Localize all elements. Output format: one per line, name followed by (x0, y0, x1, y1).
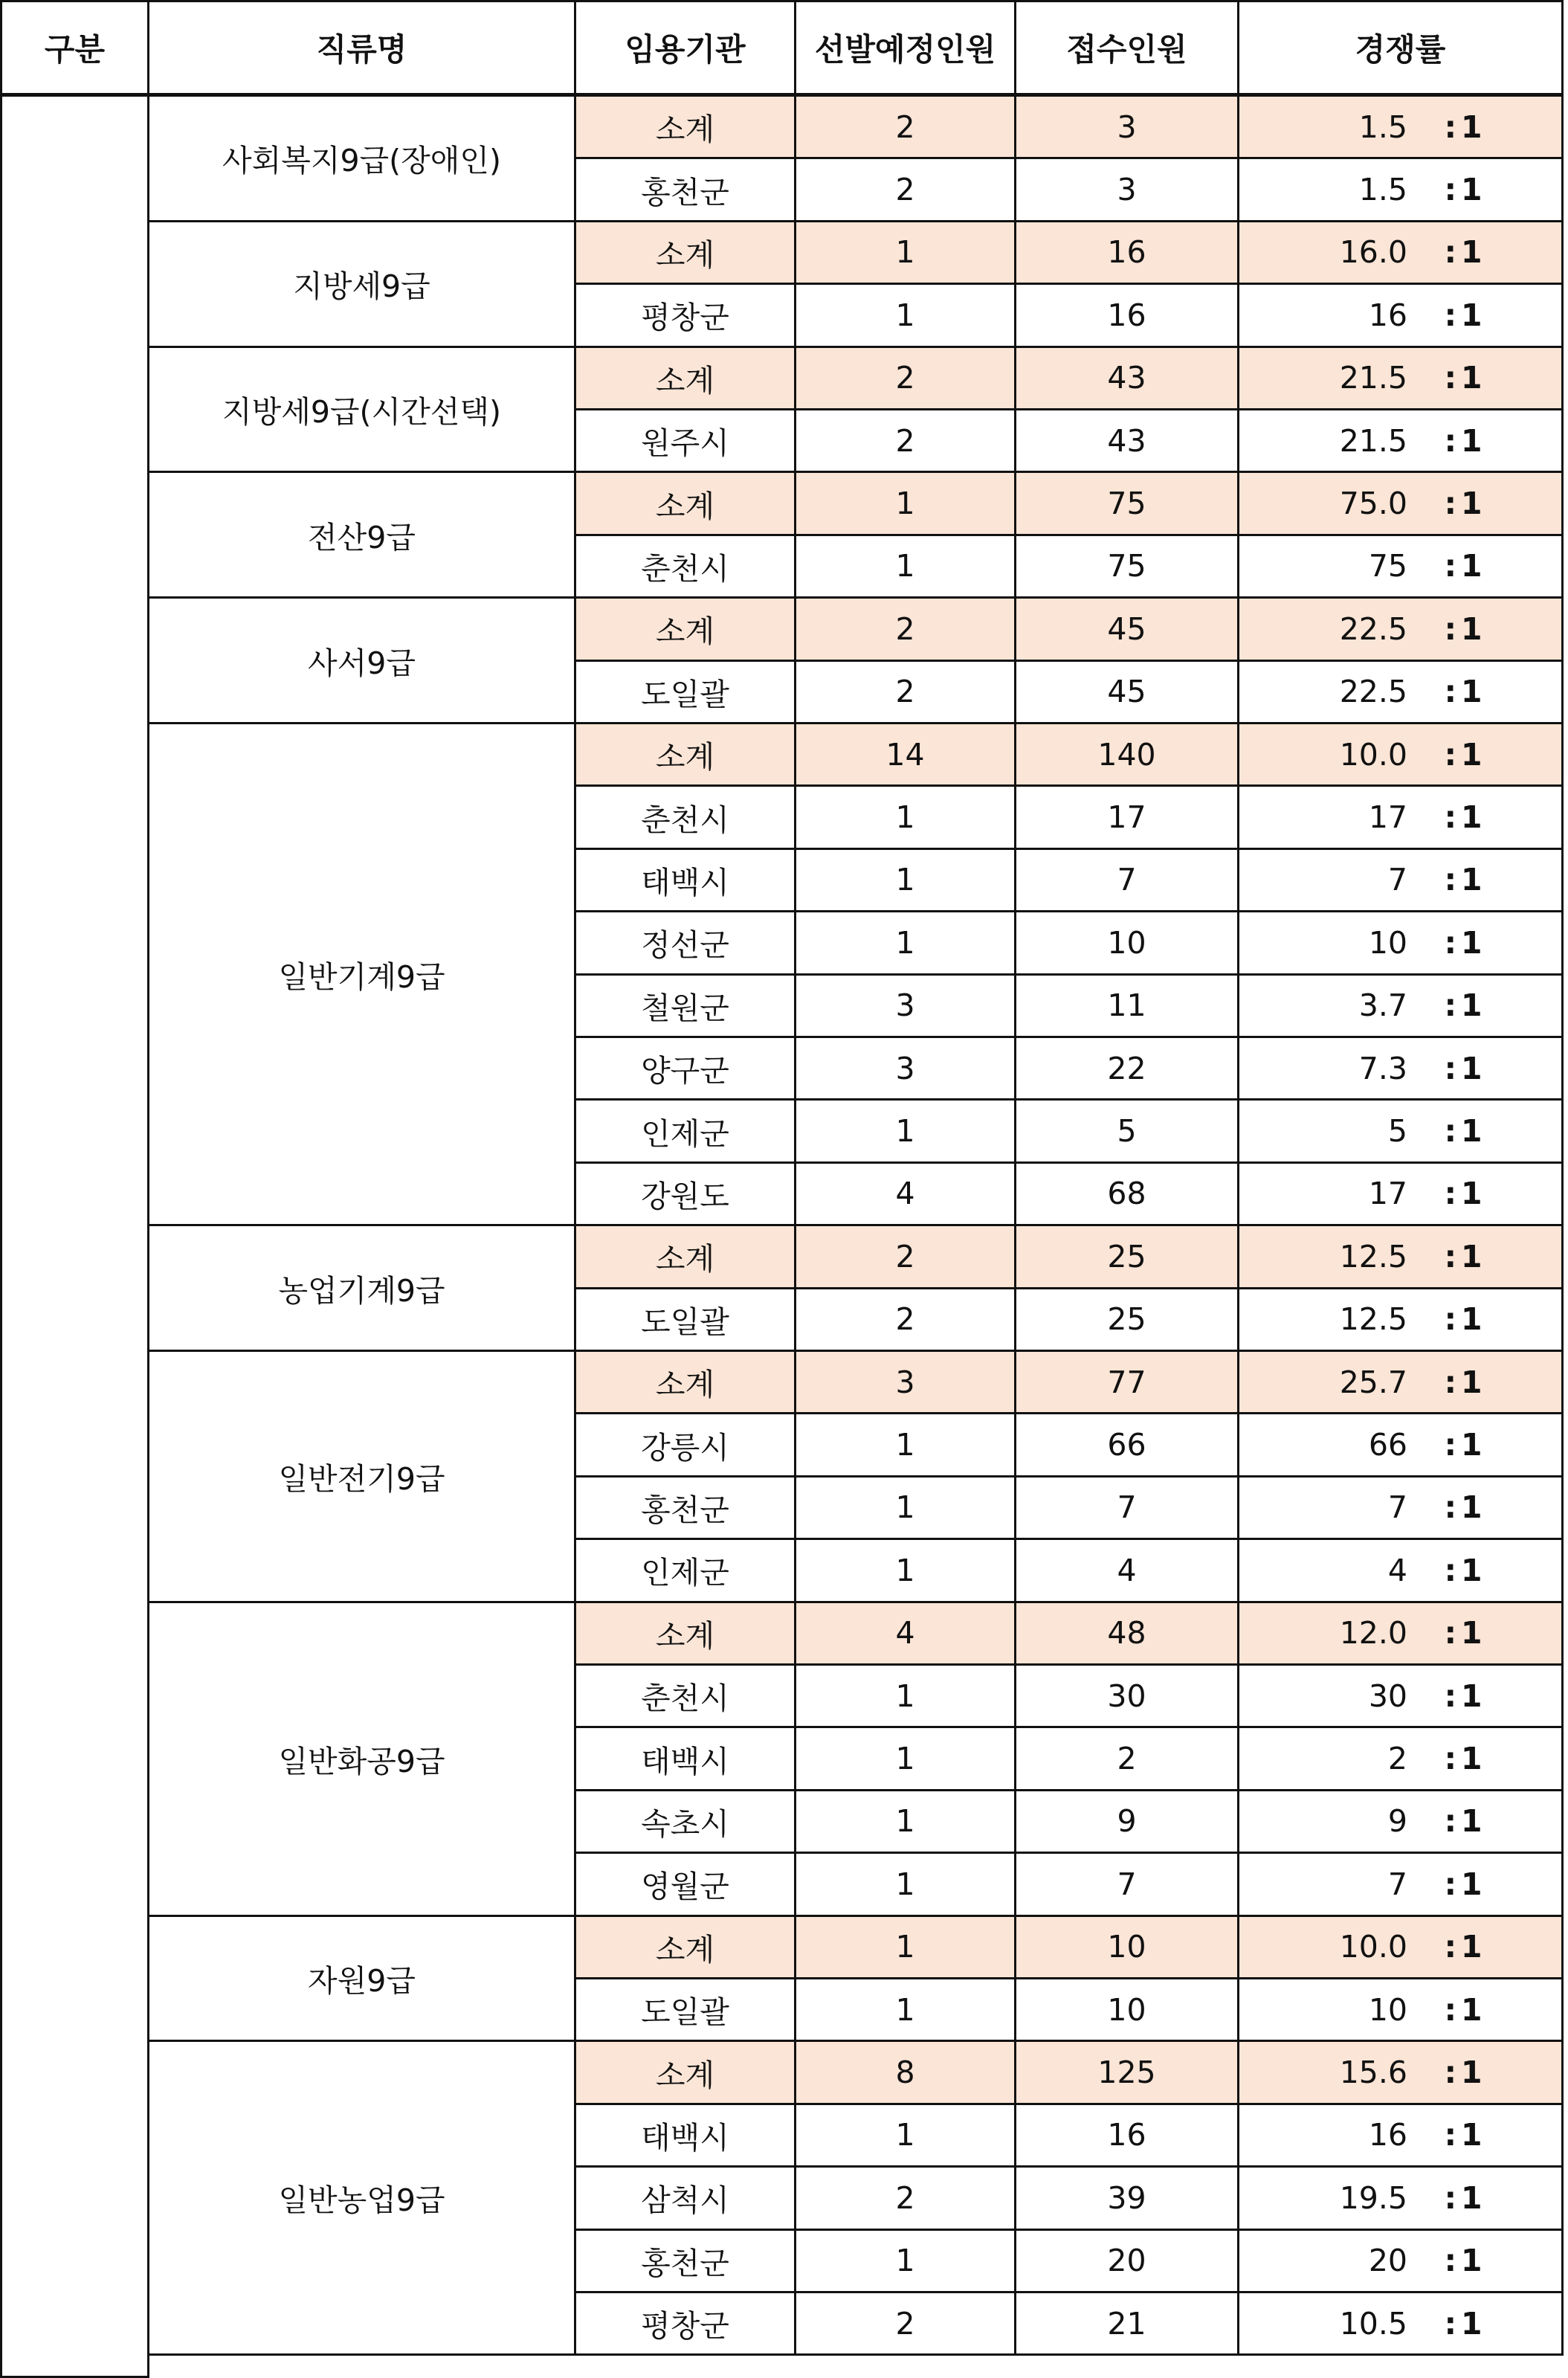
job-series-cell: 사서9급 (147, 596, 576, 724)
applicants-cell: 75 (1014, 534, 1239, 599)
ratio-cell (1237, 220, 1564, 285)
ratio-value: 10 (1368, 924, 1407, 961)
ratio-value: 22.5 (1339, 674, 1407, 710)
ratio-cell (1237, 1475, 1564, 1540)
subtotal-agency-cell: 소계 (574, 1224, 796, 1289)
applicants-cell: 7 (1014, 848, 1239, 912)
ratio-unit: 1 (1461, 674, 1482, 710)
agency-cell: 태백시 (574, 848, 796, 912)
ratio-unit: 1 (1461, 1113, 1482, 1150)
ratio-value: 7.3 (1358, 1050, 1407, 1086)
agency-cell: 도일괄 (574, 660, 796, 724)
ratio-unit: 1 (1461, 1364, 1482, 1400)
ratio-cell (1237, 1224, 1564, 1289)
ratio-cell (1237, 1915, 1564, 1979)
ratio-unit: 1 (1461, 1678, 1482, 1714)
subtotal-agency-cell: 소계 (574, 1601, 796, 1666)
ratio-separator: : (1444, 1552, 1456, 1588)
job-series-cell: 전산9급 (147, 471, 576, 599)
planned-cell: 1 (794, 534, 1016, 599)
ratio-cell (1237, 1789, 1564, 1854)
agency-cell: 태백시 (574, 2103, 796, 2168)
ratio-separator: : (1444, 2179, 1456, 2216)
applicants-cell: 66 (1014, 1412, 1239, 1477)
applicants-cell: 16 (1014, 283, 1239, 347)
ratio-separator: : (1444, 486, 1456, 522)
applicants-cell: 10 (1014, 1915, 1239, 1979)
ratio-unit: 1 (1461, 2117, 1482, 2153)
ratio-value: 30 (1368, 1678, 1407, 1714)
ratio-separator: : (1444, 1427, 1456, 1463)
ratio-unit: 1 (1461, 1176, 1482, 1212)
applicants-cell: 125 (1014, 2040, 1239, 2104)
ratio-unit: 1 (1461, 736, 1482, 773)
planned-cell: 1 (794, 283, 1016, 347)
planned-cell: 3 (794, 1350, 1016, 1414)
ratio-separator: : (1444, 2055, 1456, 2091)
ratio-separator: : (1444, 1364, 1456, 1400)
ratio-unit: 1 (1461, 486, 1482, 522)
ratio-unit: 1 (1461, 2305, 1482, 2342)
agency-cell: 홍천군 (574, 2229, 796, 2293)
ratio-unit: 1 (1461, 297, 1482, 333)
ratio-separator: : (1444, 109, 1456, 145)
ratio-value: 12.5 (1339, 1238, 1407, 1275)
ratio-separator: : (1444, 1301, 1456, 1338)
agency-cell: 평창군 (574, 283, 796, 347)
applicants-cell: 10 (1014, 910, 1239, 975)
ratio-separator: : (1444, 1678, 1456, 1714)
agency-cell: 태백시 (574, 1726, 796, 1791)
ratio-separator: : (1444, 548, 1456, 584)
agency-cell: 도일괄 (574, 1977, 796, 2042)
planned-cell: 3 (794, 973, 1016, 1038)
applicants-cell: 16 (1014, 220, 1239, 285)
ratio-value: 75 (1368, 548, 1407, 584)
applicants-cell: 20 (1014, 2229, 1239, 2293)
ratio-cell (1237, 1852, 1564, 1916)
ratio-cell (1237, 848, 1564, 912)
ratio-cell (1237, 94, 1564, 159)
planned-cell: 2 (794, 2165, 1016, 2230)
header-planned: 선발예정인원 (794, 0, 1016, 97)
job-series-cell: 지방세9급(시간선택) (147, 346, 576, 474)
ratio-value: 7 (1387, 1866, 1407, 1902)
ratio-value: 22.5 (1339, 610, 1407, 647)
ratio-cell (1237, 1287, 1564, 1352)
header-agency: 임용기관 (574, 0, 796, 97)
ratio-unit: 1 (1461, 548, 1482, 584)
ratio-value: 16 (1368, 2117, 1407, 2153)
agency-cell: 인제군 (574, 1098, 796, 1163)
ratio-separator: : (1444, 1489, 1456, 1526)
applicants-cell: 3 (1014, 94, 1239, 159)
planned-cell: 2 (794, 2291, 1016, 2356)
ratio-separator: : (1444, 1615, 1456, 1652)
ratio-cell (1237, 1726, 1564, 1791)
job-series-cell: 일반전기9급 (147, 1350, 576, 1603)
agency-cell: 인제군 (574, 1538, 796, 1602)
applicants-cell: 4 (1014, 1538, 1239, 1602)
applicants-cell: 39 (1014, 2165, 1239, 2230)
ratio-unit: 1 (1461, 1050, 1482, 1086)
ratio-cell (1237, 1977, 1564, 2042)
ratio-separator: : (1444, 610, 1456, 647)
planned-cell: 1 (794, 1475, 1016, 1540)
agency-cell: 원주시 (574, 408, 796, 473)
ratio-unit: 1 (1461, 234, 1482, 271)
ratio-value: 10 (1368, 1991, 1407, 2028)
ratio-cell (1237, 2103, 1564, 2168)
ratio-value: 2 (1387, 1741, 1407, 1777)
planned-cell: 1 (794, 910, 1016, 975)
ratio-separator: : (1444, 172, 1456, 208)
planned-cell: 2 (794, 408, 1016, 473)
header-job-series: 직류명 (147, 0, 576, 97)
ratio-unit: 1 (1461, 172, 1482, 208)
job-series-cell: 농업기계9급 (147, 1224, 576, 1352)
planned-cell: 1 (794, 1538, 1016, 1602)
ratio-cell (1237, 471, 1564, 535)
ratio-value: 10.0 (1339, 1929, 1407, 1965)
ratio-value: 21.5 (1339, 422, 1407, 459)
applicants-cell: 45 (1014, 660, 1239, 724)
planned-cell: 2 (794, 660, 1016, 724)
planned-cell: 1 (794, 784, 1016, 849)
planned-cell: 1 (794, 1098, 1016, 1163)
planned-cell: 1 (794, 2103, 1016, 2168)
header-category: 구분 (0, 0, 149, 97)
planned-cell: 1 (794, 1789, 1016, 1854)
ratio-unit: 1 (1461, 109, 1482, 145)
ratio-value: 75.0 (1339, 486, 1407, 522)
ratio-unit: 1 (1461, 422, 1482, 459)
ratio-unit: 1 (1461, 1866, 1482, 1902)
ratio-value: 17 (1368, 799, 1407, 836)
ratio-unit: 1 (1461, 799, 1482, 836)
ratio-cell (1237, 660, 1564, 724)
ratio-cell (1237, 784, 1564, 849)
ratio-separator: : (1444, 2117, 1456, 2153)
subtotal-agency-cell: 소계 (574, 220, 796, 285)
ratio-value: 21.5 (1339, 360, 1407, 396)
ratio-cell (1237, 2229, 1564, 2293)
ratio-cell (1237, 722, 1564, 787)
ratio-value: 66 (1368, 1427, 1407, 1463)
ratio-value: 5 (1387, 1113, 1407, 1150)
ratio-cell (1237, 1098, 1564, 1163)
applicants-cell: 17 (1014, 784, 1239, 849)
planned-cell: 1 (794, 220, 1016, 285)
applicants-cell: 43 (1014, 408, 1239, 473)
planned-cell: 1 (794, 1663, 1016, 1728)
ratio-cell (1237, 346, 1564, 410)
applicants-cell: 77 (1014, 1350, 1239, 1414)
job-series-cell: 자원9급 (147, 1915, 576, 2043)
subtotal-agency-cell: 소계 (574, 1915, 796, 1979)
planned-cell: 8 (794, 2040, 1016, 2104)
subtotal-agency-cell: 소계 (574, 94, 796, 159)
planned-cell: 14 (794, 722, 1016, 787)
agency-cell: 춘천시 (574, 784, 796, 849)
ratio-value: 4 (1387, 1552, 1407, 1588)
ratio-unit: 1 (1461, 610, 1482, 647)
ratio-separator: : (1444, 1050, 1456, 1086)
ratio-cell (1237, 157, 1564, 222)
ratio-cell (1237, 910, 1564, 975)
ratio-unit: 1 (1461, 360, 1482, 396)
ratio-unit: 1 (1461, 1615, 1482, 1652)
ratio-unit: 1 (1461, 2179, 1482, 2216)
ratio-value: 20 (1368, 2243, 1407, 2279)
job-series-cell: 지방세9급 (147, 220, 576, 348)
ratio-cell (1237, 596, 1564, 661)
ratio-separator: : (1444, 1929, 1456, 1965)
agency-cell: 정선군 (574, 910, 796, 975)
agency-cell: 홍천군 (574, 1475, 796, 1540)
ratio-value: 19.5 (1339, 2179, 1407, 2216)
ratio-unit: 1 (1461, 1301, 1482, 1338)
ratio-value: 1.5 (1358, 172, 1407, 208)
applicants-cell: 16 (1014, 2103, 1239, 2168)
agency-cell: 도일괄 (574, 1287, 796, 1352)
ratio-cell (1237, 1538, 1564, 1602)
job-series-cell: 사회복지9급(장애인) (147, 94, 576, 222)
applicants-cell: 30 (1014, 1663, 1239, 1728)
ratio-value: 17 (1368, 1176, 1407, 1212)
planned-cell: 2 (794, 1224, 1016, 1289)
subtotal-agency-cell: 소계 (574, 2040, 796, 2104)
ratio-cell (1237, 283, 1564, 347)
applicants-cell: 68 (1014, 1161, 1239, 1226)
ratio-value: 15.6 (1339, 2055, 1407, 2091)
job-series-cell: 일반기계9급 (147, 722, 576, 1226)
applicants-cell: 2 (1014, 1726, 1239, 1791)
ratio-unit: 1 (1461, 1991, 1482, 2028)
ratio-unit: 1 (1461, 1489, 1482, 1526)
planned-cell: 1 (794, 848, 1016, 912)
agency-cell: 철원군 (574, 973, 796, 1038)
planned-cell: 2 (794, 346, 1016, 410)
applicants-cell: 21 (1014, 2291, 1239, 2356)
planned-cell: 3 (794, 1036, 1016, 1101)
planned-cell: 2 (794, 596, 1016, 661)
subtotal-agency-cell: 소계 (574, 346, 796, 410)
applicants-cell: 3 (1014, 157, 1239, 222)
subtotal-agency-cell: 소계 (574, 596, 796, 661)
agency-cell: 삼척시 (574, 2165, 796, 2230)
agency-cell: 강원도 (574, 1161, 796, 1226)
ratio-unit: 1 (1461, 1929, 1482, 1965)
ratio-separator: : (1444, 1113, 1456, 1150)
ratio-cell (1237, 1350, 1564, 1414)
ratio-value: 7 (1387, 862, 1407, 898)
ratio-separator: : (1444, 674, 1456, 710)
agency-cell: 춘천시 (574, 1663, 796, 1728)
applicants-cell: 25 (1014, 1287, 1239, 1352)
ratio-cell (1237, 1663, 1564, 1728)
ratio-separator: : (1444, 1238, 1456, 1275)
subtotal-agency-cell: 소계 (574, 471, 796, 535)
ratio-separator: : (1444, 1991, 1456, 2028)
ratio-value: 16 (1368, 297, 1407, 333)
agency-cell: 영월군 (574, 1852, 796, 1916)
ratio-unit: 1 (1461, 2055, 1482, 2091)
ratio-separator: : (1444, 1741, 1456, 1777)
ratio-unit: 1 (1461, 1552, 1482, 1588)
agency-cell: 속초시 (574, 1789, 796, 1854)
planned-cell: 1 (794, 471, 1016, 535)
planned-cell: 2 (794, 157, 1016, 222)
ratio-separator: : (1444, 987, 1456, 1024)
planned-cell: 4 (794, 1161, 1016, 1226)
planned-cell: 1 (794, 2229, 1016, 2293)
ratio-separator: : (1444, 422, 1456, 459)
ratio-separator: : (1444, 2243, 1456, 2279)
ratio-cell (1237, 2040, 1564, 2104)
ratio-cell (1237, 1412, 1564, 1477)
ratio-cell (1237, 1601, 1564, 1666)
ratio-separator: : (1444, 1866, 1456, 1902)
applicants-cell: 48 (1014, 1601, 1239, 1666)
ratio-value: 10.0 (1339, 736, 1407, 773)
ratio-cell (1237, 973, 1564, 1038)
applicants-cell: 45 (1014, 596, 1239, 661)
applicants-cell: 7 (1014, 1475, 1239, 1540)
ratio-value: 3.7 (1358, 987, 1407, 1024)
header-ratio: 경쟁률 (1237, 0, 1564, 97)
applicants-cell: 22 (1014, 1036, 1239, 1101)
applicants-cell: 7 (1014, 1852, 1239, 1916)
ratio-separator: : (1444, 360, 1456, 396)
ratio-value: 12.0 (1339, 1615, 1407, 1652)
ratio-separator: : (1444, 297, 1456, 333)
applicants-cell: 140 (1014, 722, 1239, 787)
agency-cell: 강릉시 (574, 1412, 796, 1477)
ratio-value: 1.5 (1358, 109, 1407, 145)
planned-cell: 1 (794, 1977, 1016, 2042)
subtotal-agency-cell: 소계 (574, 1350, 796, 1414)
agency-cell: 홍천군 (574, 157, 796, 222)
ratio-cell (1237, 1036, 1564, 1101)
ratio-cell (1237, 534, 1564, 599)
planned-cell: 2 (794, 1287, 1016, 1352)
ratio-unit: 1 (1461, 862, 1482, 898)
ratio-separator: : (1444, 862, 1456, 898)
ratio-value: 25.7 (1339, 1364, 1407, 1400)
applicants-cell: 43 (1014, 346, 1239, 410)
applicants-cell: 9 (1014, 1789, 1239, 1854)
ratio-separator: : (1444, 924, 1456, 961)
ratio-value: 12.5 (1339, 1301, 1407, 1338)
header-applicants: 접수인원 (1014, 0, 1239, 97)
ratio-separator: : (1444, 799, 1456, 836)
agency-cell: 양구군 (574, 1036, 796, 1101)
ratio-value: 7 (1387, 1489, 1407, 1526)
ratio-unit: 1 (1461, 1427, 1482, 1463)
ratio-separator: : (1444, 1176, 1456, 1212)
ratio-unit: 1 (1461, 1741, 1482, 1777)
applicants-cell: 10 (1014, 1977, 1239, 2042)
ratio-unit: 1 (1461, 987, 1482, 1024)
ratio-separator: : (1444, 1803, 1456, 1840)
applicants-cell: 25 (1014, 1224, 1239, 1289)
planned-cell: 2 (794, 94, 1016, 159)
job-series-cell: 일반농업9급 (147, 2040, 576, 2356)
ratio-cell (1237, 408, 1564, 473)
ratio-cell (1237, 2291, 1564, 2356)
ratio-unit: 1 (1461, 924, 1482, 961)
ratio-value: 10.5 (1339, 2305, 1407, 2342)
subtotal-agency-cell: 소계 (574, 722, 796, 787)
agency-cell: 평창군 (574, 2291, 796, 2356)
ratio-value: 16.0 (1339, 234, 1407, 271)
ratio-separator: : (1444, 736, 1456, 773)
ratio-separator: : (1444, 2305, 1456, 2342)
job-series-cell: 일반화공9급 (147, 1601, 576, 1917)
applicants-cell: 75 (1014, 471, 1239, 535)
applicants-cell: 5 (1014, 1098, 1239, 1163)
ratio-unit: 1 (1461, 1238, 1482, 1275)
category-cell (0, 94, 149, 2378)
planned-cell: 1 (794, 1915, 1016, 1979)
ratio-unit: 1 (1461, 1803, 1482, 1840)
planned-cell: 4 (794, 1601, 1016, 1666)
agency-cell: 춘천시 (574, 534, 796, 599)
ratio-separator: : (1444, 234, 1456, 271)
planned-cell: 1 (794, 1412, 1016, 1477)
ratio-unit: 1 (1461, 2243, 1482, 2279)
applicants-cell: 11 (1014, 973, 1239, 1038)
ratio-cell (1237, 1161, 1564, 1226)
planned-cell: 1 (794, 1852, 1016, 1916)
ratio-cell (1237, 2165, 1564, 2230)
ratio-value: 9 (1387, 1803, 1407, 1840)
planned-cell: 1 (794, 1726, 1016, 1791)
